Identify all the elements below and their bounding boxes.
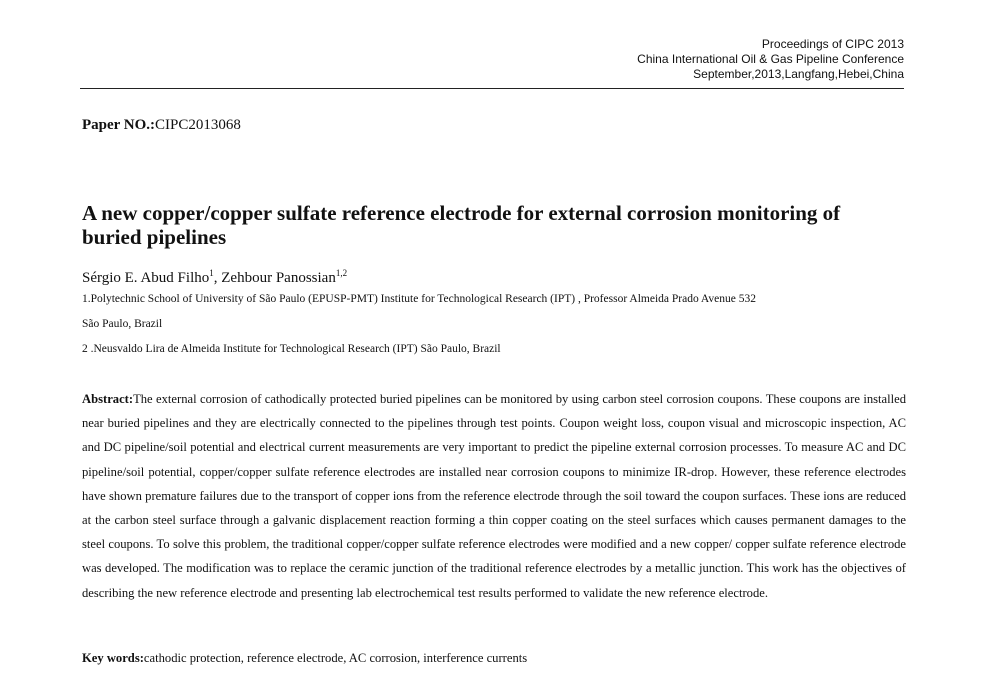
conference-header <box>637 37 904 82</box>
author-2-name: Zehbour Panossian <box>221 270 336 286</box>
affiliation-2: 2 .Neusvaldo Lira de Almeida Institute for Technological Research (IPT) São Paulo, Brazil <box>82 343 501 355</box>
author-list <box>82 268 347 287</box>
header-proceedings: Proceedings of CIPC 2013 <box>761 37 904 51</box>
author-1-affiliation-mark: 1 <box>209 268 214 278</box>
header-conference-name: China International Oil & Gas Pipeline Conference <box>637 52 904 66</box>
author-1-name: Sérgio E. Abud Filho <box>82 270 210 286</box>
paper-title: A new copper/copper sulfate reference electrode for external corrosion monitoring of buried pipelines <box>82 201 841 249</box>
abstract-label: Abstract: <box>82 392 134 406</box>
keywords <box>82 651 527 666</box>
paper-number-label: Paper NO.: <box>82 117 156 133</box>
keywords-label: Key words: <box>82 651 144 665</box>
affiliation-1-line-1: 1.Polytechnic School of University of São Paulo (EPUSP-PMT) Institute for Technological Research (IPT) , Professor Almeida Prado Avenue 532 <box>82 293 756 305</box>
paper-number-value: CIPC2013068 <box>155 117 241 133</box>
author-2-affiliation-mark: 1,2 <box>335 268 348 278</box>
keywords-text: cathodic protection, reference electrode, AC corrosion, interference currents <box>143 651 528 665</box>
header-divider <box>80 88 904 89</box>
header-date-location: September,2013,Langfang,Hebei,China <box>693 67 904 81</box>
affiliation-1-line-2: São Paulo, Brazil <box>82 318 163 330</box>
abstract-text: The external corrosion of cathodically protected buried pipelines can be monitored by using carbon steel corrosion coupons. These coupons are installed near buried pipelines and they are electrically connected to the pipelines through test points. Coupon weight loss, coupon visual and microscopic inspection, AC and DC pipeline/soil potential and electrical current measurements are very important to predict the pipeline external corrosion processes. To measure AC and DC pipeline/soil potential, copper/copper sulfate reference electrodes are installed near corrosion coupons to minimize IR-drop. However, these reference electrodes have shown premature failures due to the transport of copper ions from the reference electrode through the soil toward the coupon surfaces. These ions are reduced at the carbon steel surface through a galvanic displacement reaction forming a thin copper coating on the steel surfaces which causes permanent damages to the steel coupons. To solve this problem, the traditional copper/copper sulfate reference electrodes were modified and a new copper/ copper sulfate reference electrode was developed. The modification was to replace the ceramic junction of the traditional reference electrodes by a metallic junction. This work has the objectives of describing the new reference electrode and presenting lab electrochemical test results performed to validate the new reference electrode. <box>82 392 906 600</box>
author-separator: , <box>213 270 222 286</box>
paper-number <box>82 117 241 134</box>
abstract <box>82 387 906 605</box>
